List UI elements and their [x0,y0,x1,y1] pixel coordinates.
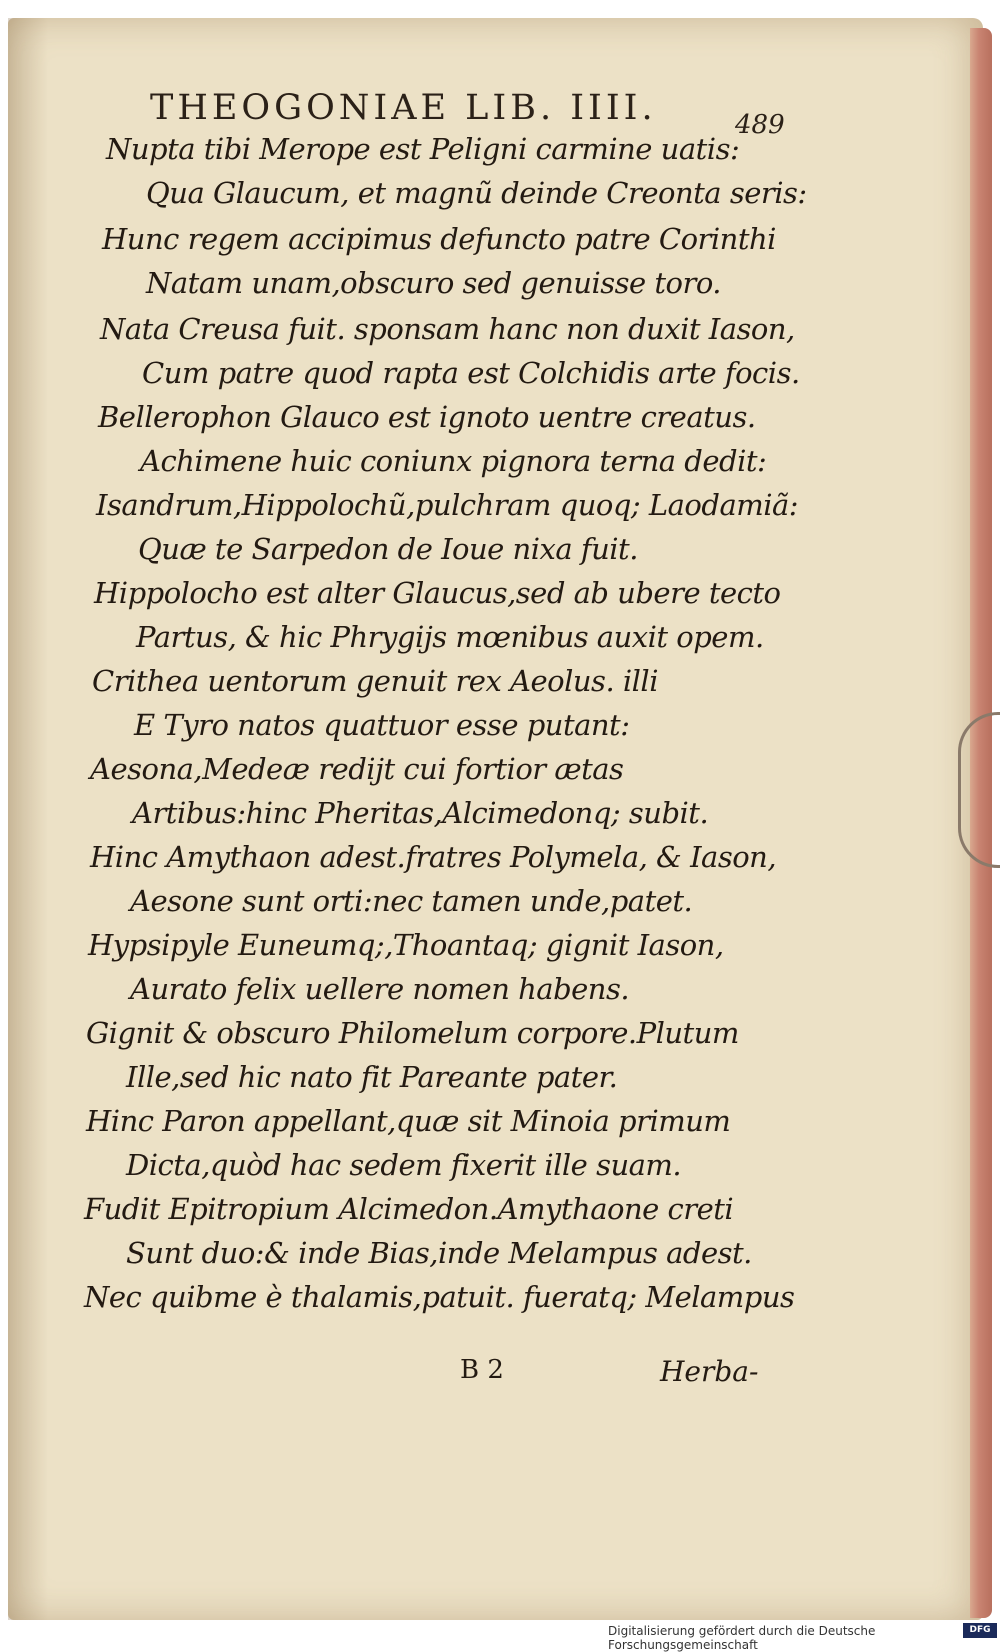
verse-line: Sunt duo:& inde Bias,inde Melampus adest. [126,1236,752,1270]
gutter-shadow [8,18,48,1620]
verse-line: Bellerophon Glauco est ignoto uentre creatus. [98,400,756,434]
verse-line: Crithea uentorum genuit rex Aeolus. illi [92,664,658,698]
verse-line: Aesona,Medeæ redijt cui fortior ætas [90,752,624,786]
verse-line: Nec quibme è thalamis,patuit. fueratq; Melampus [84,1280,795,1314]
verse-line: Fudit Epitropium Alcimedon.Amythaone creti [84,1192,734,1226]
verse-line: Isandrum,Hippolochũ,pulchram quoq; Laodamiã: [96,488,799,522]
catchword: Herba- [660,1355,759,1388]
running-header: THEOGONIAE LIB. IIII. [150,88,657,128]
verse-line: Achimene huic coniunx pignora terna dedit: [140,444,767,478]
verse-line: Hunc regem accipimus defuncto patre Corinthi [102,222,776,256]
verse-line: Hinc Amythaon adest.fratres Polymela, & Iason, [90,840,777,874]
verse-line: Cum patre quod rapta est Colchidis arte focis. [142,356,800,390]
digitization-credit: Digitalisierung gefördert durch die Deutsche Forschungsgemeinschaft [608,1624,876,1652]
verse-line: Partus, & hic Phrygijs mœnibus auxit opem. [136,620,764,654]
verse-line: Nata Creusa fuit. sponsam hanc non duxit Iason, [100,312,795,346]
verse-line: E Tyro natos quattuor esse putant: [134,708,630,742]
verse-line: Aesone sunt orti:nec tamen unde,patet. [130,884,693,918]
verse-line: Hippolocho est alter Glaucus,sed ab ubere tecto [94,576,781,610]
dfg-logo: DFG [963,1623,997,1638]
verse-line: Natam unam,obscuro sed genuisse toro. [146,266,722,300]
verse-line: Hinc Paron appellant,quæ sit Minoia primum [86,1104,731,1138]
verse-line: Nupta tibi Merope est Peligni carmine uatis: [106,132,740,166]
verse-line: Dicta,quòd hac sedem fixerit ille suam. [126,1148,682,1182]
signature-mark: B 2 [460,1355,504,1385]
verse-line: Aurato felix uellere nomen habens. [130,972,630,1006]
verse-line: Ille,sed hic nato fit Pareante pater. [126,1060,618,1094]
page-tab-mark [958,712,1000,868]
verse-line: Hypsipyle Euneumq;,Thoantaq; gignit Iason, [88,928,724,962]
page-number: 489 [735,110,785,140]
verse-line: Gignit & obscuro Philomelum corpore.Plutum [86,1016,739,1050]
verse-line: Quæ te Sarpedon de Ioue nixa fuit. [138,532,638,566]
verse-line: Qua Glaucum, et magnũ deinde Creonta seris: [146,176,807,210]
verse-line: Artibus:hinc Pheritas,Alcimedonq; subit. [132,796,709,830]
